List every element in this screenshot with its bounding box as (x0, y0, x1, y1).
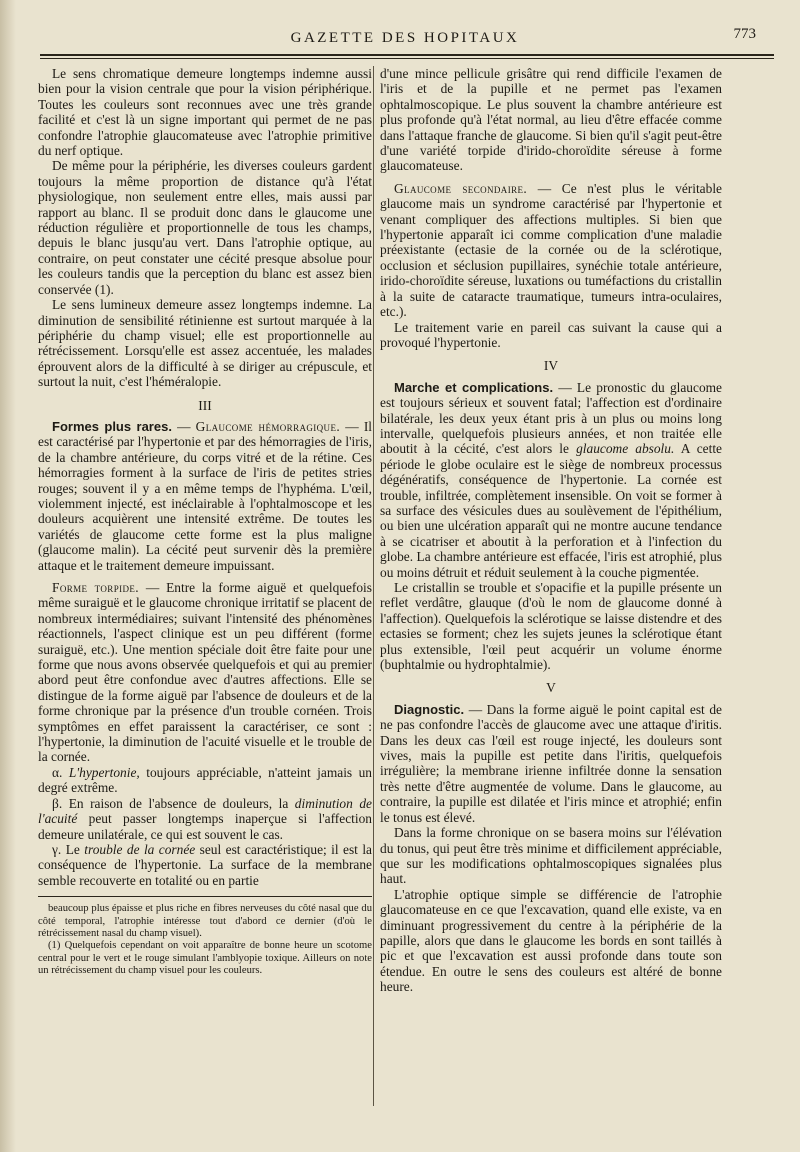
list-text: Le (65, 841, 80, 857)
paragraph-text: — Dans la forme aiguë le point capital est de ne pas confondre l'accès de glaucome avec une attaque d'iritis. Dans les deux cas l'œil est rouge injecté, les douleurs sont vives, mais la pupille est petite dans l'iritis, quelquefois irrégulière; la membrane irienne infiltrée donne la sensation très nette d'être augmentée de volume. Dans le glaucome, au contraire, la pupille est dilatée et l'iris mince et atrophié; enfin le tonus est élevé. (380, 701, 722, 825)
page-header (40, 26, 770, 62)
header-rule (40, 54, 774, 56)
section-heading-iii: III (198, 397, 212, 413)
left-column (38, 66, 372, 978)
paragraph: Formes plus rares. — Glaucome hémorragique. — Il est caractérisé par l'hypertonie et par des hémorragies de l'iris, de la chambre antérieure, du corps vitré et de la rétine. Ces hémorragies forment à la surface de l'iris de petites stries rouges; souvent il y a en même temps de l'hyphéma. L'œil, violemment injecté, est inéclairable à l'ophtalmoscope et les douleurs acquièrent une intensité extrême. De toutes les variétés de glaucome cette forme est la plus maligne (glaucome malin). La cécité peut survenir dès la première attaque et le traitement demeure impuissant. (38, 418, 372, 573)
list-item-gamma (38, 842, 372, 888)
italic-term: L'hypertonie, (68, 764, 140, 780)
paragraph: De même pour la périphérie, les diverses couleurs gardent toujours la même proportion de distance qu'à l'état physiologique, non seulement entre elles, mais aussi par rapport au blanc. Il se produit donc dans le glaucome une réduction régulière et proportionnelle de tous les champs, depuis le blanc jusqu'au vert. Dans l'atrophie optique, au contraire, on peut constater une cécité presque absolue pour les couleurs tandis que la perception du blanc est assez bien conservée (1). (38, 158, 372, 297)
list-marker: γ. (52, 841, 62, 857)
footnote: beaucoup plus épaisse et plus riche en fibres nerveuses du côté nasal que du côté temporal, l'atrophie intéresse tout d'abord ce dernier (d'où le rétrécissement nasal du champ visuel). (38, 903, 372, 939)
paragraph: Le sens chromatique demeure longtemps indemne aussi bien pour la vision centrale que pour la vision périphérique. Toutes les couleurs sont reconnues avec une très grande facilité et c'est là un signe important qui permet de ne pas confondre l'atrophie glaucomateuse avec l'atrophie primitive du nerf optique. (38, 66, 372, 159)
italic-term: glaucome absolu. (576, 441, 675, 457)
paragraph: Le traitement varie en pareil cas suivant la cause qui a provoqué l'hypertonie. (380, 319, 722, 350)
paragraph-text: — Ce n'est plus le véritable glaucome mais un syndrome caractérisé par l'hypertonie et venant compliquer des affections multiples. Si bien que l'hypertonie apparaît ici comme complication d'une maladie préexistante (ectasie de la cornée ou de la sclérotique, occlusion et séclusion pupillaires, synéchie totale antérieure, irido-choroïdite séreuse, luxations ou tuméfactions du cristallin à la suite de cataracte traumatique, tumeurs intra-oculaires, etc.). (380, 180, 722, 320)
footnote-rule (38, 896, 372, 897)
paragraph-text: — Le pronostic du glaucome est toujours sérieux et souvent fatal; l'affection est d'ordinaire bilatérale, les deux yeux étant pris à un plus ou moins long intervalle, quelquefois plusieurs années, et non traitée elle aboutit à la cécité, c'est alors le (380, 379, 722, 457)
paragraph: Dans la forme chronique on se basera moins sur l'élévation du tonus, qui peut être très minime et difficilement appréciable, que sur les modifications ophtalmoscopiques signalées plus haut. (380, 825, 722, 887)
list-text: seul est caractéristique; il est la conséquence de l'hypertonie. La surface de la membrane semble recouverte en totalité ou en partie (38, 841, 372, 888)
paragraph-text: — Entre la forme aiguë et quelquefois même suraiguë et le glaucome chronique irritatif se placent de nombreux intermédiaires; suivant l'intensité des phénomènes réactionnels, l'aspect clinique est un peu différent (forme suraiguë, etc.). Une mention spéciale doit être faite pour une forme que nous avons observée quelquefois et qui au premier abord peut être confondue avec d'autres affections. Elle se distingue de la forme aiguë par l'absence de douleurs et de la forme chronique par la présence d'un trouble cornéen. Trois symptômes en effet paraissent la caractériser, ce sont : l'hypertonie, la diminution de l'acuité visuelle et le trouble de la cornée. (38, 580, 372, 765)
paragraph (380, 702, 722, 825)
italic-term: diminution de l'acuité (38, 795, 372, 827)
paragraph-lead: Diagnostic. (394, 701, 465, 717)
list-marker: β. (52, 795, 63, 811)
italic-term: trouble de la cornée (84, 841, 196, 857)
right-column (380, 66, 722, 995)
subheading: Glaucome secondaire. (394, 180, 528, 196)
list-text: En raison de l'absence de douleurs, la (68, 795, 289, 811)
paragraph (380, 380, 722, 580)
subheading: Glaucome hémorragique. (195, 418, 341, 434)
list-text: toujours appréciable, n'atteint jamais un degré extrême. (38, 764, 372, 796)
paragraph: Le sens lumineux demeure assez longtemps indemne. La diminution de sensibilité rétinienne est surtout marquée à la périphérie du champ visuel; elle est proportionnelle au rétrécissement. Lorsqu'elle est assez accentuée, les malades éprouvent alors de la difficulté à se diriger au crépuscule, et surtout la nuit, c'est l'héméralopie. (38, 297, 372, 390)
section-heading-v: V (546, 680, 556, 696)
footnote: (1) Quelquefois cependant on voit apparaître de bonne heure un scotome central pour le vert et le rouge simulant l'amblyopie toxique. Ailleurs on note un rétrécissement du champ visuel pour les couleurs. (38, 940, 372, 977)
subheading: Forme torpide. (52, 580, 140, 595)
paragraph: L'atrophie optique simple se différencie de l'atrophie glaucomateuse en ce que l'excavation, quand elle existe, va en diminuant progressivement du centre à la périphérie de la papille, alors que dans le glaucome les bords en sont taillés à pic et que l'excavation est aussi profonde dans toute son étendue. En outre le sens des couleurs est altéré de bonne heure. (380, 886, 722, 995)
paragraph (380, 181, 722, 320)
paragraph: Le cristallin se trouble et s'opacifie et la pupille présente un reflet verdâtre, glauque (d'où le nom de glaucome donné à l'affection). Quelquefois la sclérotique se laisse distendre et des ectasies se forment; chez les sujets jeunes la sclérotique étant plus extensible, l'œil peut acquérir un volume énorme (buphtalmie ou hydrophtalmie). (380, 580, 722, 673)
paragraph-lead: Formes plus rares. (52, 418, 172, 434)
section-heading-iv: IV (543, 358, 559, 374)
list-item-beta (38, 796, 372, 842)
list-item-alpha (38, 765, 372, 796)
page-number: 773 (733, 26, 756, 42)
paragraph (38, 580, 372, 765)
header-rule-thin (40, 58, 774, 59)
paragraph-lead: Marche et complications. (394, 379, 554, 395)
list-text: peut passer longtemps inaperçue si l'affection demeure unilatérale, ce qui est souvent le cas. (38, 811, 372, 842)
paragraph: d'une mince pellicule grisâtre qui rend difficile l'examen de l'iris et de la pupille et ne permet pas l'examen ophtalmoscopique. Le plus souvent la chambre antérieure est plus profonde qu'à l'état normal, au lieu d'être effacée comme dans l'attaque franche de glaucome. Si bien qu'il s'agit peut-être d'une variété torpide d'irido-choroïdite séreuse à forme glaucomateuse. (380, 66, 722, 174)
paragraph-text: Il est caractérisé par l'hypertonie et par des hémorragies de l'iris, de la chambre antérieure, du corps vitré et de la rétine. Ces hémorragies forment à la surface de l'iris de petites stries rouges; souvent il y a en même temps de l'hyphéma. L'œil, violemment injecté, est inéclairable à l'ophtalmoscope et les douleurs acquièrent une intensité extrême. De toutes les variétés de glaucome cette forme est la plus maligne (glaucome malin). La cécité peut survenir dès la première attaque et le traitement demeure impuissant. (38, 418, 372, 573)
column-divider (373, 66, 374, 1106)
list-marker: α. (52, 764, 63, 780)
paragraph-text: A cette période le globe oculaire est le siège de nombreux processus dégénératifs, conséquence de l'hypertonie. La cornée est trouble, infiltrée, complètement insensible. On voit se former à sa surface des vésicules dues au soulèvement de l'épithélium, ou bien une ulcération apparaît qui ne montre aucune tendance à se cicatriser et aboutit à la perforation et à l'infection du globe. La chambre antérieure est effacée, l'iris est atrophié, plus ou moins détruit et réduit seulement à la couche pigmentée. (380, 441, 722, 580)
running-title: GAZETTE DES HOPITAUX (290, 30, 520, 46)
page-edge-shadow (0, 0, 16, 1152)
